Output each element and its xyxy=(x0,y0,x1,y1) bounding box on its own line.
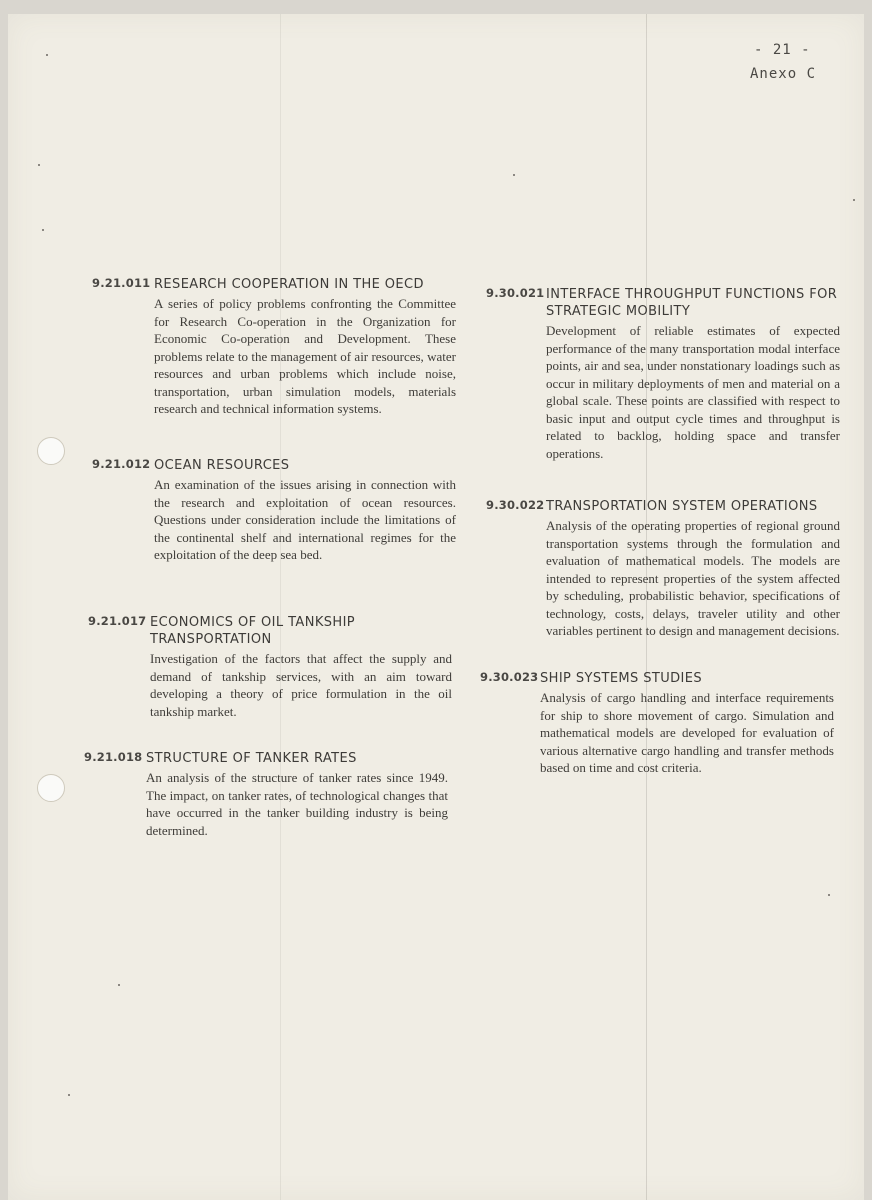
speck xyxy=(68,1094,70,1096)
speck xyxy=(513,174,515,176)
entry-9-30-022 xyxy=(486,498,840,640)
speck xyxy=(42,229,44,231)
entry-heading: INTERFACE THROUGHPUT FUNCTIONS FOR STRATEGIC MOBILITY xyxy=(546,287,838,319)
entry-9-21-012 xyxy=(92,457,456,564)
entry-9-30-021 xyxy=(486,286,840,462)
entry-heading: OCEAN RESOURCES xyxy=(154,458,290,473)
scan-line xyxy=(280,14,281,1200)
speck xyxy=(853,199,855,201)
entry-9-21-018 xyxy=(84,750,448,839)
page-number: - 21 - xyxy=(754,42,811,58)
entry-heading: TRANSPORTATION SYSTEM OPERATIONS xyxy=(546,499,818,514)
speck xyxy=(118,984,120,986)
entry-heading: SHIP SYSTEMS STUDIES xyxy=(540,671,703,686)
entry-heading: ECONOMICS OF OIL TANKSHIP TRANSPORTATION xyxy=(150,615,356,647)
entry-code: 9.21.017 xyxy=(88,614,147,628)
entry-9-21-017 xyxy=(88,614,452,720)
entry-body: Development of reliable estimates of expected performance of the many transportation modal interface points, air and sea, under nonstationary loadings such as occur in military deployments of men and material on a global scale. These points are classified with respect to basic input and output cycle times and throughput is related to backlog, holding space and transfer operations. xyxy=(546,323,840,461)
entry-code: 9.30.022 xyxy=(486,498,545,512)
speck xyxy=(828,894,830,896)
document-page xyxy=(8,14,864,1200)
annex-label: Anexo C xyxy=(750,66,817,82)
speck xyxy=(38,164,40,166)
entry-body: Investigation of the factors that affect the supply and demand of tankship services, with an aim toward developing a theory of price formulation in the oil tankship market. xyxy=(150,651,452,719)
entry-body: Analysis of cargo handling and interface requirements for ship to shore movement of cargo. Simulation and mathematical models are developed for evaluation of various alternative cargo handling and transfer methods based on time and cost criteria. xyxy=(540,690,834,775)
speck xyxy=(46,54,48,56)
entry-body: A series of policy problems confronting the Committee for Research Co-operation in the Organization for Economic Co-operation and Development. These problems relate to the management of air resources, water resources and urban problems which include noise, transportation, urban simulation models, materials research and technical information systems. xyxy=(154,296,456,416)
entry-code: 9.21.018 xyxy=(84,750,143,764)
punch-hole-bottom xyxy=(37,774,65,802)
entry-body: An analysis of the structure of tanker rates since 1949. The impact, on tanker rates, of technological changes that have occurred in the tanker building industry is being determined. xyxy=(146,770,448,838)
entry-body: Analysis of the operating properties of regional ground transportation systems through the formulation and evaluation of mathematical models. The models are intended to represent properties of the system affected by scheduling, probabilistic behavior, specifications of technology, costs, delays, traveler utility and other variables pertinent to design and management decisions. xyxy=(546,518,840,638)
punch-hole-top xyxy=(37,437,65,465)
entry-code: 9.30.021 xyxy=(486,286,545,300)
entry-9-30-023 xyxy=(480,670,834,777)
entry-body: An examination of the issues arising in connection with the research and exploitation of ocean resources. Questions under consideration include the limitations of the continental shelf and international regimes for the exploitation of the deep sea bed. xyxy=(154,477,456,562)
entry-heading: RESEARCH COOPERATION IN THE OECD xyxy=(154,277,424,292)
entry-code: 9.21.012 xyxy=(92,457,151,471)
entry-code: 9.21.011 xyxy=(92,276,151,290)
entry-heading: STRUCTURE OF TANKER RATES xyxy=(146,751,357,766)
entry-9-21-011 xyxy=(92,276,456,418)
entry-code: 9.30.023 xyxy=(480,670,539,684)
